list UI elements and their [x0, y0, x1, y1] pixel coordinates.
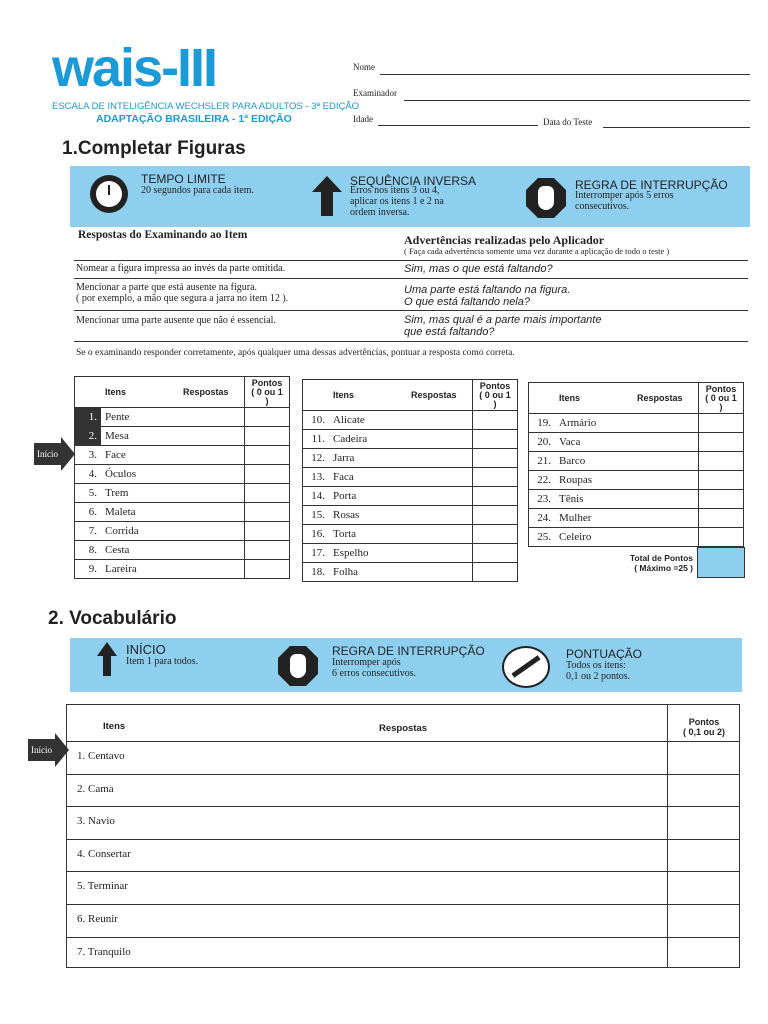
- vocab-item: 4. Consertar: [77, 847, 131, 860]
- col-points-header: Pontos: [479, 380, 511, 391]
- item-name: Tênis: [555, 490, 633, 509]
- warning-row-2b: O que está faltando nela?: [404, 296, 530, 308]
- name-label: Nome: [353, 62, 375, 72]
- item-name: Face: [101, 446, 179, 465]
- item-number: 4.: [75, 465, 102, 484]
- divider: [74, 260, 748, 261]
- stop-rule-text-1: Interromper após 5 erros: [575, 190, 674, 201]
- item-name: Folha: [329, 563, 407, 582]
- table-row: [75, 503, 290, 522]
- reverse-sequence-text-1: Erros nos itens 3 ou 4,: [350, 185, 440, 196]
- points-cell[interactable]: [245, 560, 290, 579]
- response-cell[interactable]: [407, 487, 473, 506]
- col-responses-header: Respostas: [183, 387, 229, 397]
- item-number: 23.: [529, 490, 556, 509]
- table-row: [303, 525, 518, 544]
- item-name: Faca: [329, 468, 407, 487]
- points-cell[interactable]: [245, 408, 290, 427]
- table-row: [529, 414, 744, 433]
- vocab-response-cell[interactable]: [197, 775, 657, 806]
- item-name: Porta: [329, 487, 407, 506]
- stop-hand-icon: [278, 646, 318, 686]
- table-row: [529, 509, 744, 528]
- vocab-start-arrow-label: Início: [31, 745, 52, 755]
- vocab-col-responses: Respostas: [379, 723, 428, 734]
- table-row: [303, 468, 518, 487]
- response-cell[interactable]: [633, 490, 699, 509]
- col-points-range: ( 0 ou 1 ): [251, 386, 283, 406]
- vocab-start-text: Item 1 para todos.: [126, 656, 199, 667]
- response-cell[interactable]: [633, 452, 699, 471]
- vocab-points-col-border: [667, 705, 668, 967]
- points-cell[interactable]: [473, 563, 518, 582]
- vocab-item: 2. Cama: [77, 782, 114, 795]
- item-name: Alicate: [329, 411, 407, 430]
- response-cell[interactable]: [407, 468, 473, 487]
- vocab-response-cell[interactable]: [197, 872, 657, 903]
- item-number: 19.: [529, 414, 556, 433]
- item-number: 3.: [75, 446, 102, 465]
- test-date-line[interactable]: [603, 127, 750, 128]
- item-name: Maleta: [101, 503, 179, 522]
- total-points-text: Total de Pontos: [629, 553, 693, 563]
- item-number: 20.: [529, 433, 556, 452]
- response-cell[interactable]: [179, 427, 245, 446]
- warnings-header: Advertências realizadas pelo Aplicador: [404, 233, 605, 247]
- item-name: Jarra: [329, 449, 407, 468]
- points-cell[interactable]: [699, 509, 744, 528]
- vocab-col-items: Itens: [103, 721, 126, 732]
- response-cell[interactable]: [179, 541, 245, 560]
- item-name: Óculos: [101, 465, 179, 484]
- points-cell[interactable]: [699, 452, 744, 471]
- vocab-points-cell[interactable]: [669, 905, 737, 936]
- vocab-item: 6. Reunir: [77, 913, 118, 925]
- item-name: Mulher: [555, 509, 633, 528]
- vocab-score-text-2: 0,1 ou 2 pontos.: [566, 671, 631, 682]
- total-points-max: ( Máximo =25 ): [634, 563, 693, 573]
- table-row: [75, 408, 290, 427]
- response-row-2b: ( por exemplo, a mão que segura a jarra no item 12 ).: [76, 293, 289, 304]
- item-number: 18.: [303, 563, 330, 582]
- vocab-response-cell[interactable]: [197, 905, 657, 936]
- stop-rule-text-2: consecutivos.: [575, 201, 630, 212]
- response-cell[interactable]: [407, 411, 473, 430]
- points-cell[interactable]: [473, 468, 518, 487]
- item-name: Lareira: [101, 560, 179, 579]
- response-cell[interactable]: [179, 560, 245, 579]
- table-row: [75, 541, 290, 560]
- vocab-item: 7. Tranquilo: [77, 945, 131, 958]
- stopwatch-icon: [90, 175, 128, 213]
- vocab-col-points-header: Pontos: [688, 717, 720, 727]
- response-row-2a: Mencionar a parte que está ausente na figura.: [76, 282, 258, 293]
- item-name: Torta: [329, 525, 407, 544]
- section1-footnote: Se o examinando responder corretamente, após qualquer uma dessas advertências, pontuar a resposta como correta.: [76, 348, 515, 358]
- item-number: 8.: [75, 541, 102, 560]
- item-number: 1.: [75, 408, 102, 427]
- item-number: 10.: [303, 411, 330, 430]
- item-number: 6.: [75, 503, 102, 522]
- response-cell[interactable]: [407, 449, 473, 468]
- vocab-start-title: INÍCIO: [126, 642, 166, 657]
- col-items-header: Itens: [105, 387, 127, 397]
- col-responses-header: Respostas: [411, 390, 457, 400]
- item-name: Barco: [555, 452, 633, 471]
- test-date-label: Data do Teste: [543, 117, 593, 127]
- total-points-label: [615, 553, 693, 573]
- vocab-points-cell[interactable]: [669, 938, 737, 969]
- warning-row-3a: Sim, mas qual é a parte mais importante: [404, 314, 602, 326]
- age-line[interactable]: [378, 125, 538, 126]
- item-name: Armário: [555, 414, 633, 433]
- col-points-range: ( 0 ou 1 ): [479, 389, 511, 409]
- reverse-sequence-text-2: aplicar os itens 1 e 2 na: [350, 196, 444, 207]
- points-cell[interactable]: [473, 411, 518, 430]
- adaptation-label: ADAPTAÇÃO BRASILEIRA - 1ª EDIÇÃO: [96, 113, 292, 125]
- item-number: 11.: [303, 430, 330, 449]
- vocab-item: 3. Navio: [77, 815, 115, 828]
- items-table-3: [528, 382, 744, 547]
- item-name: Corrida: [101, 522, 179, 541]
- table-row: [303, 506, 518, 525]
- table-row: [303, 430, 518, 449]
- table-row: [303, 449, 518, 468]
- response-cell[interactable]: [407, 506, 473, 525]
- vocab-stop-text-2: 6 erros consecutivos.: [332, 668, 417, 679]
- divider: [74, 310, 748, 311]
- response-cell[interactable]: [633, 414, 699, 433]
- name-line[interactable]: [380, 74, 750, 75]
- item-number: 25.: [529, 528, 556, 547]
- response-row-3: Mencionar uma parte ausente que não é essencial.: [76, 315, 276, 326]
- points-cell[interactable]: [245, 446, 290, 465]
- col-points-range: ( 0 ou 1 ): [705, 392, 737, 412]
- item-name: Cesta: [101, 541, 179, 560]
- item-number: 24.: [529, 509, 556, 528]
- item-name: Trem: [101, 484, 179, 503]
- time-limit-title: TEMPO LIMITE: [141, 172, 226, 186]
- response-cell[interactable]: [633, 528, 699, 547]
- item-name: Celeiro: [555, 528, 633, 547]
- vocab-stop-text-1: Interromper após: [332, 657, 401, 668]
- item-number: 22.: [529, 471, 556, 490]
- item-number: 7.: [75, 522, 102, 541]
- table-row: [75, 522, 290, 541]
- points-cell[interactable]: [473, 430, 518, 449]
- examiner-label: Examinador: [353, 88, 397, 98]
- table-row: [529, 452, 744, 471]
- vocabulary-table: [66, 704, 740, 968]
- table-row: [75, 560, 290, 579]
- table-row: [303, 544, 518, 563]
- item-name: Vaca: [555, 433, 633, 452]
- table-row: [75, 427, 290, 446]
- response-cell[interactable]: [179, 408, 245, 427]
- vocab-col-points: [669, 717, 739, 737]
- points-cell[interactable]: [245, 522, 290, 541]
- points-cell[interactable]: [699, 414, 744, 433]
- points-cell[interactable]: [245, 427, 290, 446]
- up-arrow-icon: [312, 176, 342, 216]
- section1-title: 1.Completar Figuras: [62, 138, 246, 159]
- item-name: Rosas: [329, 506, 407, 525]
- vocab-points-cell[interactable]: [669, 742, 737, 773]
- vocab-score-title: PONTUAÇÃO: [566, 647, 643, 661]
- stop-hand-icon: [526, 178, 566, 218]
- item-number: 5.: [75, 484, 102, 503]
- item-name: Espelho: [329, 544, 407, 563]
- total-points-box[interactable]: [697, 547, 745, 578]
- vocab-points-cell[interactable]: [669, 840, 737, 871]
- points-cell[interactable]: [699, 433, 744, 452]
- points-cell[interactable]: [473, 544, 518, 563]
- table-row: [303, 563, 518, 582]
- col-responses-header: Respostas: [637, 393, 683, 403]
- section2-title: 2. Vocabulário: [48, 608, 177, 629]
- points-cell[interactable]: [699, 471, 744, 490]
- item-name: Mesa: [101, 427, 179, 446]
- points-cell[interactable]: [699, 490, 744, 509]
- vocab-item: 1. Centavo: [77, 750, 125, 762]
- vocab-response-cell[interactable]: [197, 807, 657, 838]
- response-cell[interactable]: [633, 471, 699, 490]
- response-cell[interactable]: [179, 522, 245, 541]
- points-cell[interactable]: [245, 484, 290, 503]
- points-cell[interactable]: [245, 541, 290, 560]
- vocab-item: 5. Terminar: [77, 880, 128, 893]
- vocab-response-cell[interactable]: [197, 742, 657, 773]
- response-cell[interactable]: [407, 525, 473, 544]
- response-cell[interactable]: [633, 509, 699, 528]
- vocab-points-cell[interactable]: [669, 872, 737, 903]
- points-cell[interactable]: [245, 465, 290, 484]
- col-items-header: Itens: [559, 393, 581, 403]
- vocab-start-arrow: [28, 739, 56, 761]
- item-number: 13.: [303, 468, 330, 487]
- table-row: [529, 490, 744, 509]
- item-number: 15.: [303, 506, 330, 525]
- age-label: Idade: [353, 114, 373, 124]
- table-row: [75, 446, 290, 465]
- points-cell[interactable]: [473, 487, 518, 506]
- warning-row-1: Sim, mas o que está faltando?: [404, 263, 553, 275]
- vocab-stop-title: REGRA DE INTERRUPÇÃO: [332, 644, 485, 658]
- responses-header: Respostas do Examinando ao Item: [78, 229, 248, 241]
- points-cell[interactable]: [473, 525, 518, 544]
- time-limit-text: 20 segundos para cada item.: [141, 185, 255, 196]
- points-cell[interactable]: [473, 506, 518, 525]
- table-row: [303, 487, 518, 506]
- item-number: 12.: [303, 449, 330, 468]
- item-name: Roupas: [555, 471, 633, 490]
- response-cell[interactable]: [407, 563, 473, 582]
- pencil-hand-icon: [502, 646, 550, 688]
- reverse-sequence-title: SEQUÊNCIA INVERSA: [350, 174, 477, 188]
- response-cell[interactable]: [179, 503, 245, 522]
- item-number: 16.: [303, 525, 330, 544]
- response-cell[interactable]: [179, 446, 245, 465]
- response-cell[interactable]: [179, 484, 245, 503]
- vocab-score-text-1: Todos os itens:: [566, 660, 626, 671]
- table-row: [529, 471, 744, 490]
- warning-row-3b: que está faltando?: [404, 326, 495, 338]
- points-cell[interactable]: [473, 449, 518, 468]
- col-points-header: Pontos: [705, 383, 737, 394]
- vocab-points-cell[interactable]: [669, 807, 737, 838]
- table-row: [303, 411, 518, 430]
- table-row: [75, 484, 290, 503]
- col-points-header: Pontos: [251, 377, 283, 388]
- vocab-points-cell[interactable]: [669, 775, 737, 806]
- start-up-arrow-icon: [97, 642, 117, 676]
- response-cell[interactable]: [407, 430, 473, 449]
- scale-name: ESCALA DE INTELIGÊNCIA WECHSLER PARA ADULTOS - 3ª EDIÇÃO: [52, 101, 360, 112]
- start-arrow: [34, 443, 62, 465]
- points-cell[interactable]: [699, 528, 744, 547]
- response-cell[interactable]: [179, 465, 245, 484]
- warning-row-2a: Uma parte está faltando na figura.: [404, 284, 571, 296]
- vocab-response-cell[interactable]: [197, 840, 657, 871]
- divider: [74, 278, 748, 279]
- logo-text: wais-III: [52, 38, 217, 98]
- points-cell[interactable]: [245, 503, 290, 522]
- table-row: [75, 465, 290, 484]
- item-number: 14.: [303, 487, 330, 506]
- stop-rule-title: REGRA DE INTERRUPÇÃO: [575, 178, 728, 192]
- item-name: Cadeira: [329, 430, 407, 449]
- start-arrow-head-icon: [61, 437, 75, 471]
- item-number: 17.: [303, 544, 330, 563]
- response-cell[interactable]: [633, 433, 699, 452]
- items-table-1: [74, 376, 290, 579]
- item-name: Pente: [101, 408, 179, 427]
- response-cell[interactable]: [407, 544, 473, 563]
- warnings-note: ( Faça cada advertência somente uma vez durante a aplicação de todo o teste ): [404, 246, 670, 256]
- vocab-response-cell[interactable]: [197, 938, 657, 969]
- divider: [74, 341, 748, 342]
- start-arrow-label: Início: [37, 449, 58, 459]
- item-number: 9.: [75, 560, 102, 579]
- item-number: 2.: [75, 427, 102, 446]
- table-row: [529, 433, 744, 452]
- examiner-line[interactable]: [404, 100, 750, 101]
- col-items-header: Itens: [333, 390, 355, 400]
- wais-logo: [52, 40, 342, 96]
- response-row-1: Nomear a figura impressa ao invés da parte omitida.: [76, 263, 286, 274]
- item-number: 21.: [529, 452, 556, 471]
- vocab-col-points-range: ( 0,1 ou 2): [682, 727, 725, 737]
- items-table-2: [302, 379, 518, 582]
- table-row: [529, 528, 744, 547]
- reverse-sequence-text-3: ordem inversa.: [350, 207, 410, 218]
